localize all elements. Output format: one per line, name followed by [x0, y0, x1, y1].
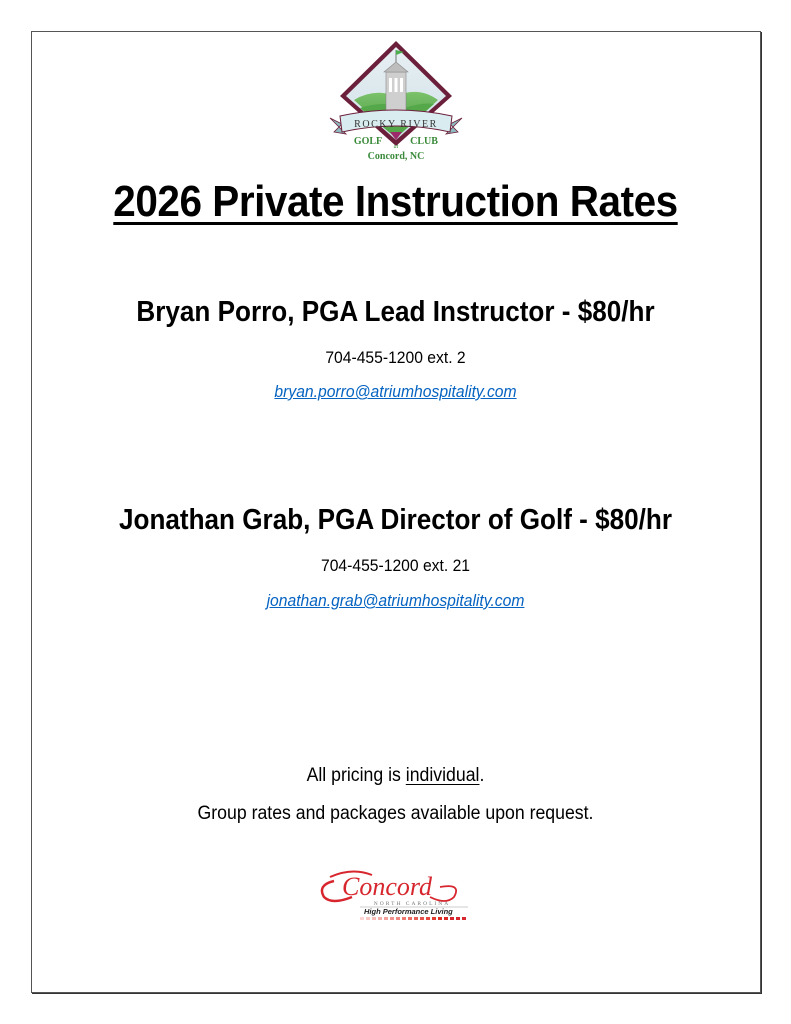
concord-subtitle-text: NORTH CAROLINA: [373, 901, 451, 907]
logo-at-text: at: [393, 144, 399, 150]
instructor-heading: Jonathan Grab, PGA Director of Golf - $80/hr: [118, 504, 673, 536]
group-rates-note: Group rates and packages available upon request.: [197, 803, 594, 824]
logo-golf-text: GOLF: [353, 136, 383, 147]
pricing-note-suffix: .: [479, 765, 485, 786]
pricing-note-prefix: All pricing is: [306, 765, 406, 786]
pricing-note: [28, 765, 764, 787]
logo-club-text: CLUB: [410, 136, 438, 147]
pricing-note-emphasis: individual: [405, 765, 480, 786]
instructor-email-link[interactable]: bryan.porro@atriumhospitality.com: [274, 383, 517, 401]
logo-banner-text: ROCKY RIVER: [354, 119, 438, 130]
instructor-phone: 704-455-1200 ext. 21: [320, 557, 471, 575]
instructor-email-link[interactable]: jonathan.grab@atriumhospitality.com: [266, 592, 525, 610]
concord-nc-logo: [312, 863, 482, 923]
page-title: 2026 Private Instruction Rates: [113, 177, 678, 226]
rocky-river-golf-club-logo: [324, 38, 468, 164]
instructor-heading: Bryan Porro, PGA Lead Instructor - $80/hr: [136, 296, 655, 328]
concord-script-text: Concord: [342, 872, 433, 901]
logo-location-text: Concord, NC: [367, 151, 425, 162]
concord-gradient-bar: [360, 917, 466, 920]
concord-tagline-text: High Performance Living: [364, 907, 453, 916]
instructor-phone: 704-455-1200 ext. 2: [325, 349, 466, 367]
